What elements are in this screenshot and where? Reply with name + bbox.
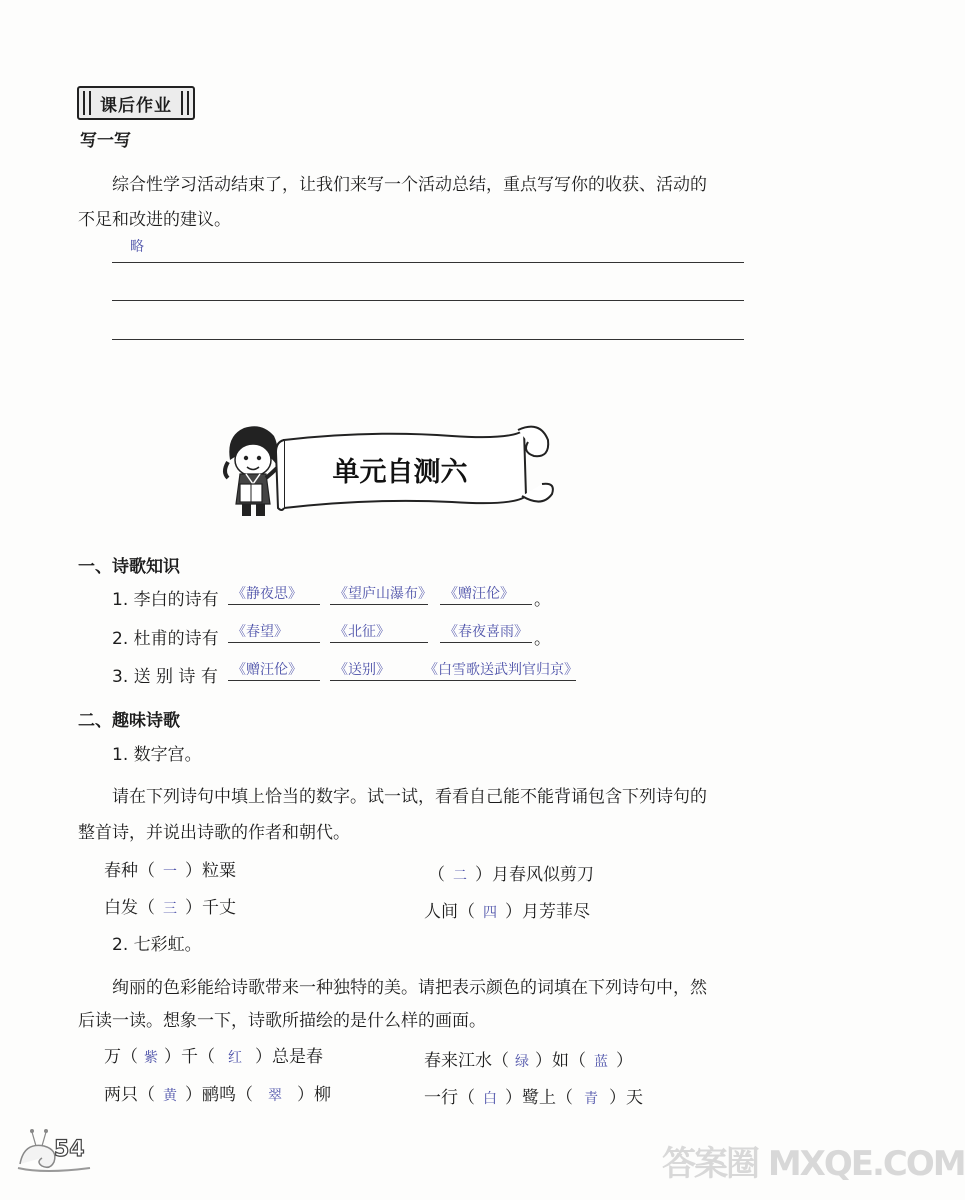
sub1-instr-line2: 整首诗，并说出诗歌的作者和朝代。 <box>78 823 350 843</box>
q2-end: 。 <box>534 629 551 649</box>
unit-banner <box>222 412 562 524</box>
writing-line-1[interactable] <box>112 262 744 263</box>
color-item-1-answer-2[interactable]: 红 <box>228 1050 242 1066</box>
page-number-snail <box>14 1118 114 1178</box>
color-item-1: 万（ 紫 ）千（ 红 ）总是春 <box>104 1047 323 1067</box>
poem-item-2-answer[interactable]: 二 <box>453 868 467 884</box>
watermark-text: 答案圈 MXQE.COM <box>662 1144 965 1184</box>
writing-line-3[interactable] <box>112 339 744 340</box>
q2-blank-1[interactable] <box>228 622 320 643</box>
watermark-logo <box>662 1136 965 1196</box>
write-answer: 略 <box>130 239 144 255</box>
poem-item-4-answer[interactable]: 四 <box>483 905 497 921</box>
poem-item-1-answer[interactable]: 一 <box>163 864 177 880</box>
q2-answer-2: 《北征》 <box>334 624 390 640</box>
q3-blank-3[interactable] <box>420 660 576 681</box>
color-item-3-answer-1[interactable]: 黄 <box>163 1088 177 1104</box>
part1-heading: 一、诗歌知识 <box>78 557 180 577</box>
q2-label: 2. 杜甫的诗有 <box>112 629 219 649</box>
poem-item-3-answer[interactable]: 三 <box>163 901 177 917</box>
color-item-2-answer-1[interactable]: 绿 <box>515 1054 529 1070</box>
q1-answer-2: 《望庐山瀑布》 <box>334 586 432 602</box>
write-prompt-line2: 不足和改进的建议。 <box>78 210 231 230</box>
q1-label: 1. 李白的诗有 <box>112 590 219 610</box>
sub1-title: 1. 数字宫。 <box>112 745 202 765</box>
q3-label: 3. 送 别 诗 有 <box>112 667 218 687</box>
write-prompt-line1: 综合性学习活动结束了，让我们来写一个活动总结，重点写写你的收获、活动的 <box>112 175 707 195</box>
unit-banner-title: 单元自测六 <box>332 457 468 488</box>
color-item-3: 两只（ 黄 ）鹂鸣（ 翠 ）柳 <box>104 1085 331 1105</box>
q1-blank-1[interactable] <box>228 584 320 605</box>
color-item-4: 一行（ 白 ）鹭上（ 青 ）天 <box>424 1088 643 1108</box>
q3-answer-1: 《赠汪伦》 <box>232 662 302 678</box>
q2-blank-2[interactable] <box>330 622 428 643</box>
q3-blank-2[interactable] <box>330 660 422 681</box>
sub1-instr-line1: 请在下列诗句中填上恰当的数字。试一试，看看自己能不能背诵包含下列诗句的 <box>112 787 707 807</box>
poem-item-2: （ 二 ）月春风似剪刀 <box>428 865 594 885</box>
q2-blank-3[interactable] <box>440 622 532 643</box>
color-item-4-answer-1[interactable]: 白 <box>483 1091 497 1107</box>
color-item-3-answer-2[interactable]: 翠 <box>268 1088 282 1104</box>
girl-mascot-icon <box>225 426 284 516</box>
q1-end: 。 <box>534 590 551 610</box>
color-item-1-answer-1[interactable]: 紫 <box>144 1050 158 1066</box>
q2-answer-1: 《春望》 <box>232 624 288 640</box>
homework-tag-label: 课后作业 <box>100 95 172 116</box>
q1-answer-3: 《赠汪伦》 <box>444 586 514 602</box>
color-item-2: 春来江水（ 绿 ）如（ 蓝 ） <box>424 1051 633 1071</box>
q3-answer-2: 《送别》 <box>334 662 390 678</box>
color-item-4-answer-2[interactable]: 青 <box>584 1091 598 1107</box>
poem-item-4: 人间（ 四 ）月芳菲尽 <box>424 902 590 922</box>
part2-heading: 二、趣味诗歌 <box>78 711 180 731</box>
writing-line-2[interactable] <box>112 300 744 301</box>
poem-item-3: 白发（ 三 ）千丈 <box>104 898 236 918</box>
poem-item-1: 春种（ 一 ）粒粟 <box>104 861 236 881</box>
homework-tag <box>77 86 195 120</box>
sub2-instr-line1: 绚丽的色彩能给诗歌带来一种独特的美。请把表示颜色的词填在下列诗句中，然 <box>112 978 707 998</box>
q3-answer-3: 《白雪歌送武判官归京》 <box>424 662 578 678</box>
sub2-title: 2. 七彩虹。 <box>112 935 202 955</box>
page-number: 54 <box>54 1137 85 1162</box>
q1-blank-3[interactable] <box>440 584 532 605</box>
color-item-2-answer-2[interactable]: 蓝 <box>594 1054 608 1070</box>
q3-blank-1[interactable] <box>228 660 320 681</box>
q2-answer-3: 《春夜喜雨》 <box>444 624 528 640</box>
write-section-title: 写一写 <box>80 131 131 151</box>
sub2-instr-line2: 后读一读。想象一下，诗歌所描绘的是什么样的画面。 <box>78 1011 486 1031</box>
q1-answer-1: 《静夜思》 <box>232 586 302 602</box>
q1-blank-2[interactable] <box>330 584 432 605</box>
